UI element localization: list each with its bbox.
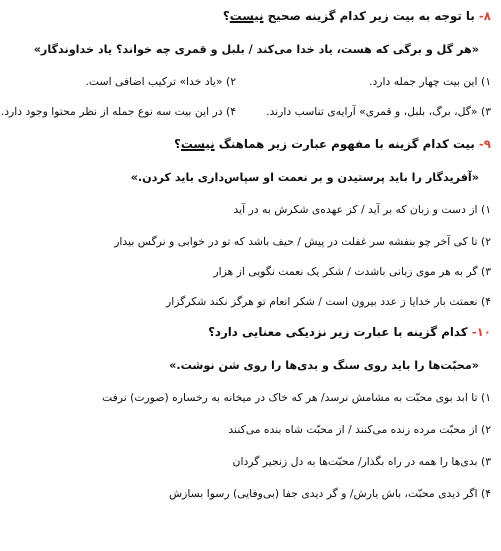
question-10-option-3[interactable]: ۳) بدی‌ها را همه در راه بگذار/ محبّت‌ها به دل زنجیر گردان bbox=[232, 455, 491, 468]
question-8-stem bbox=[8, 8, 491, 24]
question-8-options-row-2 bbox=[0, 104, 491, 120]
question-9-quote: «آفریدگار را باید پرستیدن و بر نعمت او سپاس‌داری باید کردن.» bbox=[130, 171, 479, 184]
question-8-option-2[interactable]: ۲) «یاد خدا» ترکیب اضافی است. bbox=[85, 75, 236, 88]
question-8-stem-negation: نیست bbox=[229, 9, 264, 23]
question-9-number: ۹- bbox=[478, 137, 491, 151]
question-10-number: ۱۰- bbox=[471, 325, 491, 339]
question-8-option-1[interactable]: ۱) این بیت چهار جمله دارد. bbox=[369, 75, 491, 88]
question-9-stem bbox=[8, 136, 491, 152]
question-10-option-1[interactable]: ۱) تا ابد بوی محبّت به مشامش نرسد/ هر که خاک در میخانه به رخساره (صورت) نرفت bbox=[102, 391, 491, 404]
question-10-option-2[interactable]: ۲) از محبّت مرده زنده می‌کنند / از محبّت شاه بنده می‌کنند bbox=[228, 423, 491, 436]
question-9-option-4[interactable]: ۴) نعمتت بار خدایا ز عدد بیرون است / شکر انعام تو هرگز نکند شکرگزار bbox=[166, 295, 491, 308]
question-8-options-row-1 bbox=[8, 74, 491, 90]
question-9-stem-negation: نیست bbox=[180, 137, 215, 151]
question-8-stem-mark: ؟ bbox=[222, 9, 230, 23]
question-8-stem-text: با توجه به بیت زیر کدام گزینه صحیح bbox=[263, 9, 475, 23]
question-9-option-3[interactable]: ۳) گر به هر موی زبانی باشدت / شکر یک نعمت نگویی از هزار bbox=[213, 265, 491, 278]
question-9-option-2[interactable]: ۲) تا کی آخر چو بنفشه سر غفلت در پیش / حیف باشد که تو در خوابی و نرگس بیدار bbox=[114, 235, 491, 248]
question-8-option-4[interactable]: ۴) در این بیت سه نوع جمله از نظر محتوا وجود دارد. bbox=[0, 105, 236, 118]
question-9-stem-mark: ؟ bbox=[174, 137, 181, 151]
question-9-option-1[interactable]: ۱) از دست و زبان که بر آید / کز عهده‌ی شکرش به در آید bbox=[233, 203, 491, 216]
question-10-option-4[interactable]: ۴) اگر دیدی محبّت، باش یارش/ و گر دیدی جفا (بی‌وفایی) رسوا بسازش bbox=[168, 487, 491, 500]
question-10-stem bbox=[8, 324, 491, 340]
question-8-quote: «هر گل و برگی که هست، یاد خدا می‌کند / بلبل و قمری چه خواند؟ یاد خداوندگار» bbox=[33, 43, 479, 56]
question-9-stem-text: بیت کدام گزینه با مفهوم عبارت زیر هماهنگ bbox=[214, 137, 475, 151]
question-8-number: ۸- bbox=[478, 9, 491, 23]
question-10-stem-text: کدام گزینه با عبارت زیر نزدیکی معنایی دارد؟ bbox=[208, 325, 468, 339]
question-10-quote: «محبّت‌ها را باید روی سنگ و بدی‌ها را روی شن نوشت.» bbox=[169, 359, 479, 372]
question-8-option-3[interactable]: ۳) «گل، برگ، بلبل، و قمری» آرایه‌ی تناسب دارند. bbox=[266, 105, 491, 118]
